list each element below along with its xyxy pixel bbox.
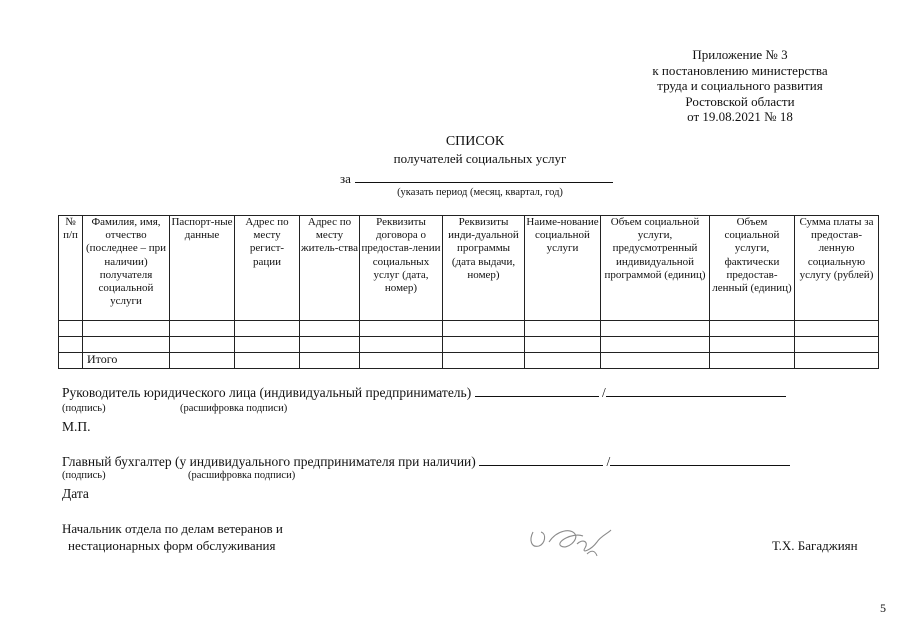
table-total-row (59, 353, 879, 369)
accountant-label-sign: (подпись) (62, 470, 106, 481)
table-row (59, 337, 879, 353)
official-position-line: Начальник отдела по делам ветеранов и (62, 521, 283, 536)
col-header-residence-address: Адрес по месту житель-ства (300, 216, 360, 321)
col-header-contract: Реквизиты договора о предостав-лении социальных услуг (дата, номер) (360, 216, 443, 321)
head-label-decode: (расшифровка подписи) (180, 403, 288, 414)
head-signature-blank (475, 384, 599, 397)
accountant-signature-line (62, 453, 790, 470)
stamp-place: М.П. (62, 419, 91, 434)
period-field (340, 170, 613, 187)
appendix-header (600, 47, 880, 125)
col-header-payment: Сумма платы за предостав-ленную социальную услугу (рублей) (795, 216, 879, 321)
col-header-program: Реквизиты инди-дуальной программы (дата выдачи, номер) (443, 216, 525, 321)
head-decode-blank (606, 384, 786, 397)
handwritten-signature (527, 520, 619, 567)
date-label: Дата (62, 486, 89, 501)
official-name: Т.Х. Багаджиян (772, 538, 858, 553)
accountant-signature-text: Главный бухгалтер (у индивидуального предпринимателя при наличии) (62, 454, 476, 469)
appendix-line: к постановлению министерства (652, 62, 828, 78)
period-blank-line (355, 170, 613, 183)
accountant-signature-blank (479, 453, 603, 466)
official-position (62, 520, 283, 554)
signature-scribble-icon (527, 520, 619, 562)
col-header-service-name: Наиме-нование социальной услуги (525, 216, 601, 321)
appendix-line: от 19.08.2021 № 18 (687, 109, 793, 124)
official-position-line: нестационарных форм обслуживания (68, 538, 276, 553)
col-header-passport: Паспорт-ные данные (170, 216, 235, 321)
col-header-name: Фамилия, имя, отчество (последнее – при наличии) получателя социальной услуги (83, 216, 170, 321)
document-subtitle: получателей социальных услуг (393, 151, 567, 166)
period-hint: (указать период (месяц, квартал, год) (397, 187, 563, 198)
head-label-sign: (подпись) (62, 403, 106, 414)
appendix-line: труда и социального развития (657, 78, 823, 93)
table-row (59, 321, 879, 337)
total-label: Итого (83, 353, 170, 369)
slash: / (601, 385, 606, 400)
appendix-line: Приложение № 3 (692, 47, 788, 62)
recipients-table (58, 215, 879, 369)
table-header-row (59, 216, 879, 321)
head-signature-line (62, 384, 786, 401)
col-header-registration-address: Адрес по месту регист-рации (235, 216, 300, 321)
accountant-label-decode: (расшифровка подписи) (188, 470, 296, 481)
accountant-decode-blank (610, 453, 790, 466)
document-title: СПИСОК (445, 134, 505, 149)
appendix-line: Ростовской области (685, 93, 795, 109)
col-header-planned-volume: Объем социальной услуги, предусмотренный индивидуальной программой (единиц) (601, 216, 710, 321)
page-number: 5 (880, 601, 886, 615)
slash: / (606, 454, 611, 469)
head-signature-text: Руководитель юридического лица (индивидуальный предприниматель) (62, 385, 472, 400)
col-header-actual-volume: Объем социальной услуги, фактически предостав-ленный (единиц) (710, 216, 795, 321)
period-prefix: за (340, 171, 351, 186)
col-header-number: № п/п (59, 216, 83, 321)
